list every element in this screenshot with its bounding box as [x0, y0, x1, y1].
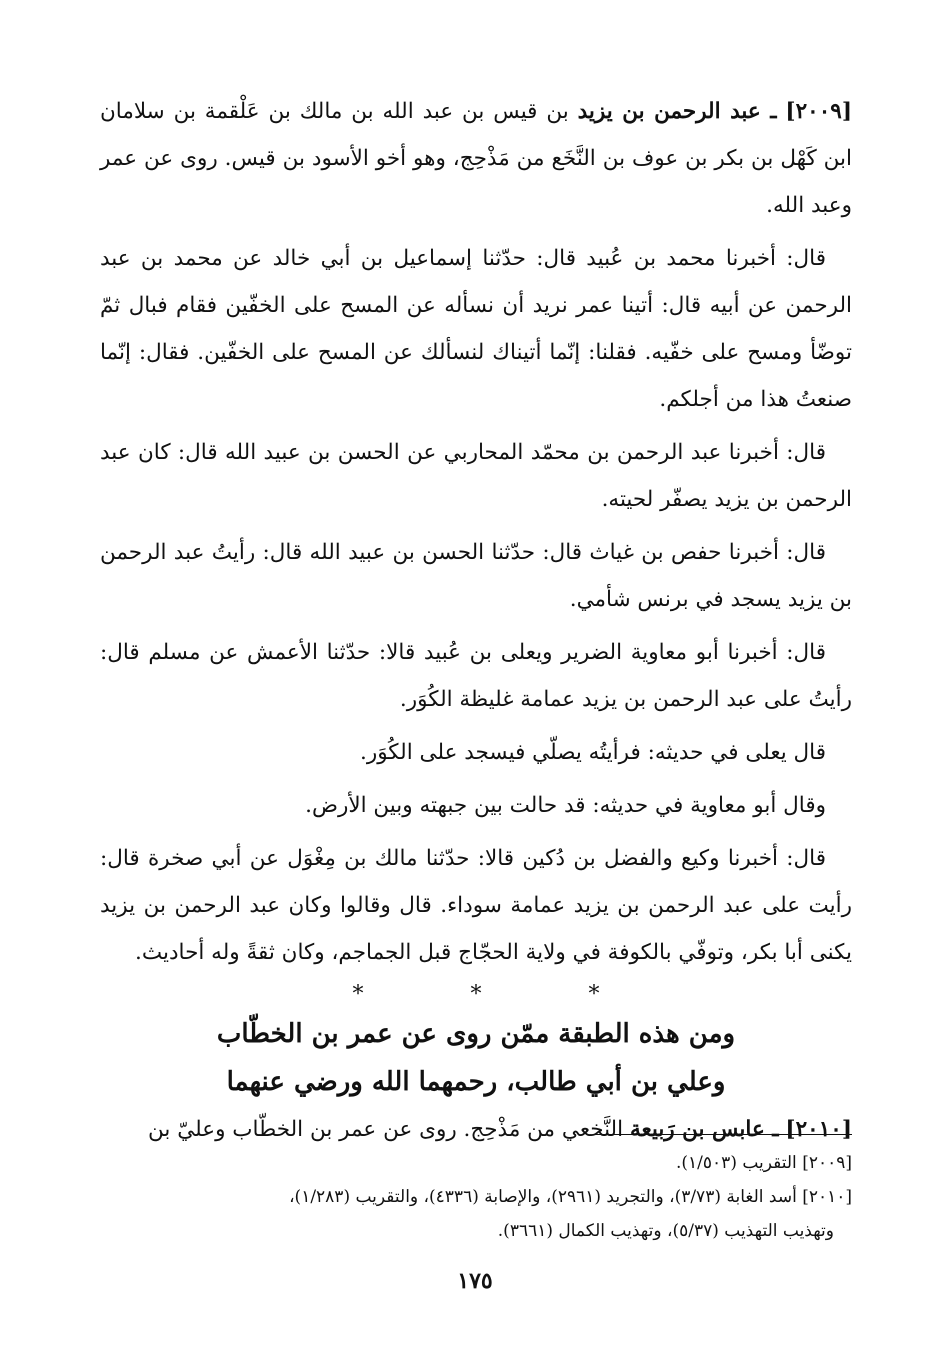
footnotes	[100, 1146, 852, 1248]
footnote-2010: [٢٠١٠] أسد الغابة (٣/٧٣)، والتجريد (٢٩٦١)، والإصابة (٤٣٣٦)، والتقريب (١/٢٨٣)،	[289, 1187, 852, 1207]
paragraph-4: قال: أخبرنا أبو معاوية الضرير ويعلى بن عُبيد قالا: حدّثنا الأعمش عن مسلم قال: رأيتُ على عبد الرحمن بن يزيد عمامة غليظة الكُوَر.	[100, 640, 852, 712]
section-heading-line-2: وعلي بن أبي طالب، رحمهما الله ورضي عنهما	[226, 1067, 726, 1097]
footnote-divider	[594, 1134, 852, 1135]
footnote-2009: [٢٠٠٩] التقريب (١/٥٠٣).	[676, 1153, 852, 1173]
entry-2009	[100, 88, 852, 229]
entry-bio: بن قيس بن عبد الله بن مالك بن عَلْقمة بن سلامان ابن كَهْل بن بكر بن عوف بن النَّخَع من مَذْحِج، وهو أخو الأسود بن قيس. روى عن عمر وعبد الله.	[100, 99, 852, 218]
paragraph-7: قال: أخبرنا وكيع والفضل بن دُكين قالا: حدّثنا مالك بن مِغْوَل عن أبي صخرة قال: رأيت على عبد الرحمن بن يزيد عمامة سوداء. قال وقالوا وكان عبد الرحمن بن يزيد يكنى أبا بكر، وتوفّي بالكوفة في ولاية الحجّاج قبل الجماجم، وكان ثقةً وله أحاديث.	[100, 846, 852, 965]
paragraph-6: وقال أبو معاوية في حديثه: قد حالت بين جبهته وبين الأرض.	[305, 793, 826, 818]
entry-name: ـ عابس بن رَبيعة	[629, 1117, 779, 1142]
section-heading-line-1: ومن هذه الطبقة ممّن روى عن عمر بن الخطّاب	[216, 1019, 736, 1049]
section-separator-stars: * * *	[352, 982, 650, 1007]
entry-bio: النَّخعي من مَذْحِج. روى عن عمر بن الخطّاب وعليّ بن	[148, 1117, 624, 1142]
page-body	[100, 88, 852, 1159]
footnote-2010-continued: وتهذيب التهذيب (٥/٣٧)، وتهذيب الكمال (٣٦٦١).	[497, 1221, 834, 1241]
paragraph-2: قال: أخبرنا عبد الرحمن بن محمّد المحاربي عن الحسن بن عبيد الله قال: كان عبد الرحمن بن يزيد يصفّر لحيته.	[100, 440, 852, 512]
paragraph-5: قال يعلى في حديثه: فرأيتُه يصلّي فيسجد على الكُوَر.	[359, 740, 826, 765]
entry-number: [٢٠١٠]	[785, 1117, 852, 1142]
page-number: ١٧٥	[457, 1268, 493, 1294]
entry-number: [٢٠٠٩]	[785, 99, 852, 124]
paragraph-3: قال: أخبرنا حفص بن غياث قال: حدّثنا الحسن بن عبيد الله قال: رأيتُ عبد الرحمن بن يزيد يسجد في برنس شأمي.	[100, 540, 852, 612]
paragraph-1: قال: أخبرنا محمد بن عُبيد قال: حدّثنا إسماعيل بن أبي خالد عن محمد بن عبد الرحمن عن أبيه قال: أتينا عمر نريد أن نسأله عن المسح على الخفّين فقام فبال ثمّ توضّأ ومسح على خفّيه. فقلنا: إنّما أتيناك لنسألك عن المسح على الخفّين. فقال: إنّما صنعتُ هذا من أجلكم.	[100, 246, 852, 412]
entry-name: ـ عبد الرحمن بن يزيد	[577, 99, 777, 124]
